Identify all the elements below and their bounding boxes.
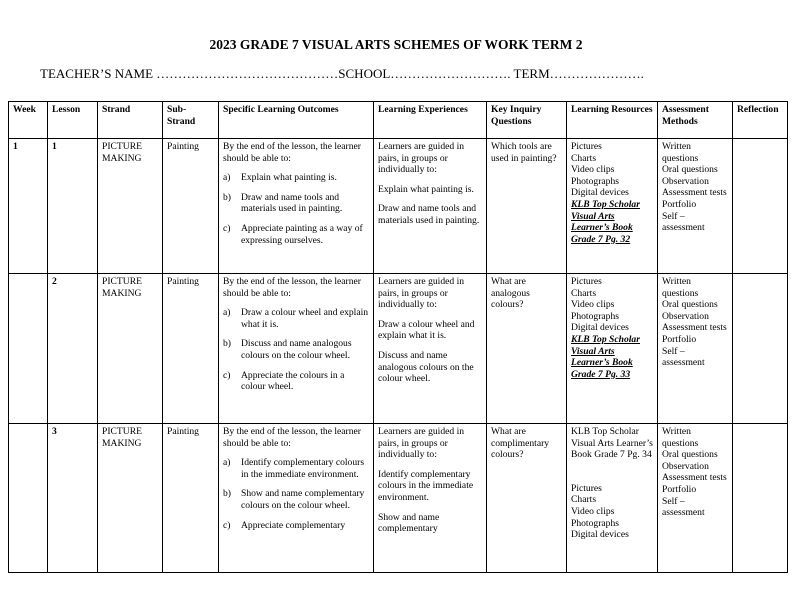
- resource-item: Pictures: [571, 482, 602, 494]
- assessment-item: Oral questions: [662, 164, 718, 176]
- schemes-table: [8, 101, 788, 573]
- experience-text: Explain what painting is.: [378, 183, 474, 195]
- outcome-item: [223, 457, 369, 480]
- resource-item: Charts: [571, 494, 597, 506]
- resource-item: Pictures: [571, 276, 602, 287]
- column-header: Strand: [98, 102, 163, 139]
- table-row: [9, 139, 788, 274]
- assessment-item: Assessment tests: [662, 472, 727, 484]
- column-header: Key Inquiry Questions: [487, 102, 567, 139]
- outcome-marker: a): [223, 307, 231, 319]
- column-header: Learning Experiences: [374, 102, 487, 139]
- assessment-item: Observation: [662, 460, 709, 472]
- outcome-marker: c): [223, 519, 231, 531]
- outcome-marker: a): [223, 172, 231, 184]
- experience-text: Learners are guided in pairs, in groups or individually to:: [378, 276, 465, 311]
- learners-book-reference: KLB Top Scholar Visual Arts Learner’s Book Grade 7 Pg. 34: [571, 426, 653, 461]
- outcomes-list: [223, 172, 369, 246]
- outcome-text: Discuss and name analogous colours on the colour wheel.: [241, 338, 352, 361]
- column-header: Assessment Methods: [658, 102, 733, 139]
- resources-cell: [567, 274, 658, 424]
- assessment-cell: [658, 139, 733, 274]
- resource-item: Digital devices: [571, 322, 629, 334]
- resource-item: Pictures: [571, 141, 602, 152]
- outcome-text: Appreciate the colours in a colour wheel.: [241, 369, 345, 393]
- page-title: 2023 GRADE 7 VISUAL ARTS SCHEMES OF WORK TERM 2: [209, 37, 583, 52]
- column-header: Week: [9, 102, 48, 139]
- assessment-item: Written questions: [662, 141, 699, 164]
- spacer: [571, 461, 653, 483]
- table-row: [9, 424, 788, 573]
- assessment-item: Assessment tests: [662, 322, 727, 334]
- column-header: Learning Resources: [567, 102, 658, 139]
- inquiry-question-cell: Which tools are used in painting?: [487, 139, 567, 274]
- resource-item: Charts: [571, 287, 597, 299]
- outcome-text: Appreciate painting as a way of expressing ourselves.: [241, 222, 363, 246]
- resource-item: Digital devices: [571, 187, 629, 199]
- column-header: Lesson: [48, 102, 98, 139]
- outcome-item: [223, 223, 369, 246]
- outcomes-intro: By the end of the lesson, the learner should be able to:: [223, 276, 361, 299]
- week-cell: [9, 424, 48, 573]
- outcome-item: [223, 307, 369, 330]
- experience-text: Discuss and name analogous colours on the colour wheel.: [378, 349, 474, 385]
- week-cell: 1: [9, 139, 48, 274]
- assessment-item: Self – assessment: [662, 210, 705, 234]
- resource-item: Photographs: [571, 175, 619, 187]
- outcome-item: [223, 488, 369, 511]
- strand-cell: PICTURE MAKING: [98, 139, 163, 274]
- assessment-cell: [658, 274, 733, 424]
- resource-item: Digital devices: [571, 529, 629, 541]
- resource-item: Video clips: [571, 299, 615, 311]
- outcome-text: Appreciate complementary: [241, 519, 346, 531]
- assessment-item: Observation: [662, 310, 709, 322]
- outcome-text: Draw a colour wheel and explain what it is.: [241, 307, 369, 330]
- reflection-cell: [733, 424, 788, 573]
- resource-item: Video clips: [571, 505, 615, 517]
- outcome-item: [223, 192, 369, 215]
- outcome-text: Show and name complementary colours on the colour wheel.: [241, 488, 365, 511]
- experiences-cell: [374, 424, 487, 573]
- assessment-cell: [658, 424, 733, 573]
- assessment-item: Oral questions: [662, 299, 718, 311]
- week-cell: [9, 274, 48, 424]
- sub-strand-cell: Painting: [163, 424, 219, 573]
- assessment-item: Portfolio: [662, 198, 697, 210]
- strand-cell: PICTURE MAKING: [98, 424, 163, 573]
- column-header: Sub-Strand: [163, 102, 219, 139]
- resource-item: Video clips: [571, 164, 615, 176]
- resource-item: Photographs: [571, 310, 619, 322]
- sub-strand-cell: Painting: [163, 139, 219, 274]
- outcome-item: [223, 520, 369, 532]
- assessment-item: Self – assessment: [662, 345, 705, 369]
- table-row: [9, 274, 788, 424]
- outcomes-list: [223, 457, 369, 531]
- experience-text: Draw and name tools and materials used in painting.: [378, 203, 480, 226]
- experience-text: Identify complementary colours in the immediate environment.: [378, 468, 474, 503]
- reflection-cell: [733, 274, 788, 424]
- sub-strand-cell: Painting: [163, 274, 219, 424]
- outcome-marker: c): [223, 369, 231, 381]
- outcome-item: [223, 338, 369, 361]
- outcomes-cell: [219, 274, 374, 424]
- assessment-item: Written questions: [662, 276, 699, 299]
- column-header: Specific Learning Outcomes: [219, 102, 374, 139]
- resource-item: Photographs: [571, 517, 619, 529]
- assessment-item: Oral questions: [662, 449, 718, 461]
- experiences-cell: [374, 139, 487, 274]
- outcome-item: [223, 172, 369, 184]
- reflection-cell: [733, 139, 788, 274]
- outcome-marker: a): [223, 457, 231, 469]
- assessment-item: Portfolio: [662, 483, 697, 495]
- outcomes-intro: By the end of the lesson, the learner should be able to:: [223, 426, 361, 449]
- strand-cell: PICTURE MAKING: [98, 274, 163, 424]
- outcome-text: Identify complementary colours in the immediate environment.: [241, 457, 365, 480]
- outcomes-cell: [219, 424, 374, 573]
- experience-text: Learners are guided in pairs, in groups or individually to:: [378, 141, 465, 176]
- inquiry-question-cell: What are complimentary colours?: [487, 424, 567, 573]
- assessment-item: Self – assessment: [662, 495, 705, 519]
- lesson-cell: 3: [48, 424, 98, 573]
- outcomes-intro: By the end of the lesson, the learner should be able to:: [223, 141, 361, 164]
- column-header: Reflection: [733, 102, 788, 139]
- outcome-text: Explain what painting is.: [241, 172, 337, 184]
- lesson-cell: 2: [48, 274, 98, 424]
- assessment-item: Assessment tests: [662, 187, 727, 199]
- learners-book-link[interactable]: KLB Top Scholar Visual Arts Learner’s Book Grade 7 Pg. 32: [571, 198, 640, 245]
- inquiry-question-cell: What are analogous colours?: [487, 274, 567, 424]
- resources-cell: [567, 139, 658, 274]
- outcome-item: [223, 370, 369, 393]
- outcome-marker: b): [223, 338, 231, 350]
- outcome-marker: b): [223, 488, 231, 500]
- assessment-item: Portfolio: [662, 333, 697, 345]
- experiences-cell: [374, 274, 487, 424]
- resource-item: Charts: [571, 152, 597, 164]
- learners-book-link[interactable]: KLB Top Scholar Visual Arts Learner’s Book Grade 7 Pg. 33: [571, 333, 640, 380]
- experience-text: Learners are guided in pairs, in groups or individually to:: [378, 426, 465, 461]
- experience-text: Draw a colour wheel and explain what it is.: [378, 318, 475, 342]
- teacher-school-term-line: TEACHER’S NAME ……………………………………SCHOOL………………………. TERM………………….: [40, 66, 644, 81]
- outcome-marker: b): [223, 191, 231, 203]
- outcome-text: Draw and name tools and materials used in painting.: [241, 191, 343, 215]
- assessment-item: Written questions: [662, 426, 699, 449]
- lesson-cell: 1: [48, 139, 98, 274]
- assessment-item: Observation: [662, 175, 709, 187]
- outcomes-cell: [219, 139, 374, 274]
- resources-cell: [567, 424, 658, 573]
- experience-text: Show and name complementary: [378, 511, 440, 535]
- outcomes-list: [223, 307, 369, 393]
- outcome-marker: c): [223, 222, 231, 234]
